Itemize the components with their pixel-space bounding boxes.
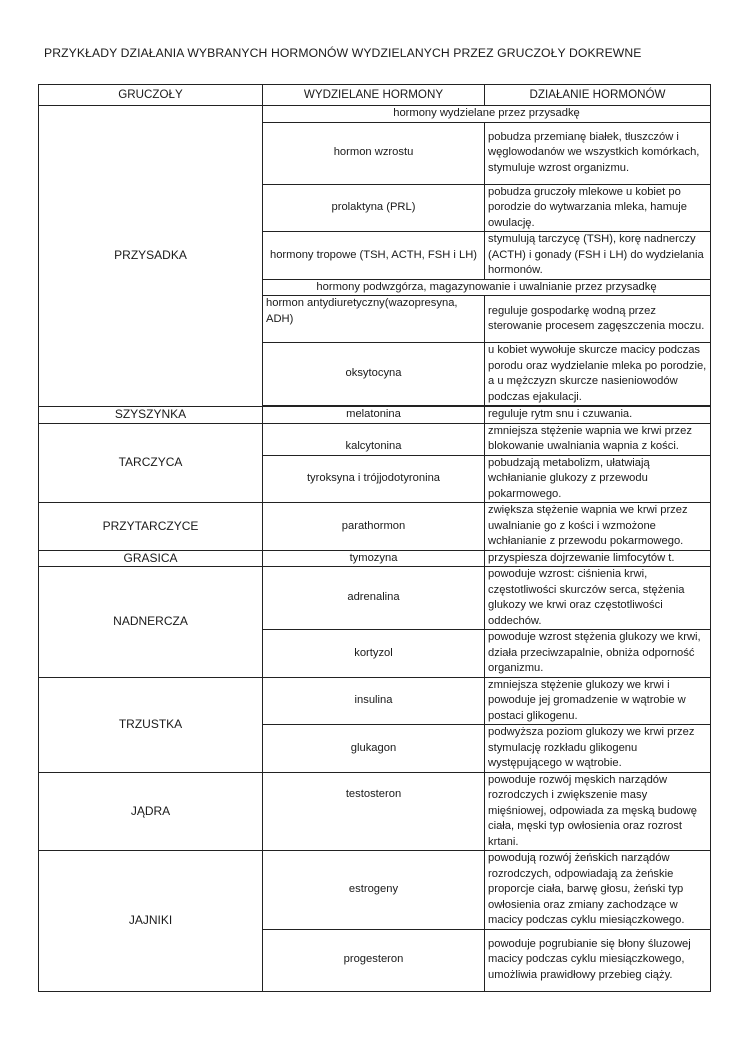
hormone-cell: glukagon xyxy=(263,725,485,773)
hormone-cell: progesteron xyxy=(263,929,485,991)
action-cell: zwiększa stężenie wapnia we krwi przez uwalnianie go z kości i wzmożone wchłanianie z przewodu pokarmowego. xyxy=(485,503,711,551)
header-action: DZIAŁANIE HORMONÓW xyxy=(485,85,711,106)
table-row xyxy=(39,567,711,630)
hormone-cell: insulina xyxy=(263,677,485,725)
gland-cell: JAJNIKI xyxy=(39,851,263,992)
hormone-cell: oksytocyna xyxy=(263,343,485,406)
action-cell: reguluje gospodarkę wodną przez sterowanie procesem zagęszczenia moczu. xyxy=(485,296,711,343)
hormone-cell: hormony tropowe (TSH, ACTH, FSH i LH) xyxy=(263,232,485,280)
header-gland: GRUCZOŁY xyxy=(39,85,263,106)
action-cell: powoduje rozwój męskich narządów rozrodczych i zwiększenie masy mięśniowej, odpowiada za męską budowę ciała, męski typ owłosienia oraz rozrost krtani. xyxy=(485,772,711,851)
action-cell: zmniejsza stężenie glukozy we krwi i powoduje jej gromadzenie w wątrobie w postaci glikogenu. xyxy=(485,677,711,725)
action-cell: zmniejsza stężenie wapnia we krwi przez blokowanie uwalniania wapnia z kości. xyxy=(485,423,711,455)
action-cell: podwyższa poziom glukozy we krwi przez stymulację rozkładu glikogenu występującego w wątrobie. xyxy=(485,725,711,773)
table-row xyxy=(39,677,711,725)
table-row xyxy=(39,423,711,455)
hormone-cell: adrenalina xyxy=(263,567,485,630)
action-cell: reguluje rytm snu i czuwania. xyxy=(485,407,711,424)
gland-cell: GRASICA xyxy=(39,550,263,567)
action-cell: pobudzają metabolizm, ułatwiają wchłanianie glukozy z przewodu pokarmowego. xyxy=(485,455,711,503)
header-hormones: WYDZIELANE HORMONY xyxy=(263,85,485,106)
subheading-cell: hormony podwzgórza, magazynowanie i uwalnianie przez przysadkę xyxy=(263,279,711,296)
gland-cell: PRZYSADKA xyxy=(39,106,263,407)
action-cell: przyspiesza dojrzewanie limfocytów t. xyxy=(485,550,711,567)
hormone-cell: estrogeny xyxy=(263,851,485,930)
hormone-cell: tymozyna xyxy=(263,550,485,567)
action-cell: powoduje wzrost stężenia glukozy we krwi, działa przeciwzapalnie, obniża odporność organizmu. xyxy=(485,630,711,678)
hormone-cell: melatonina xyxy=(263,407,485,424)
table-row xyxy=(39,550,711,567)
action-cell: powoduje wzrost: ciśnienia krwi, częstotliwości skurczów serca, stężenia glukozy we krwi oraz częstotliwości oddechów. xyxy=(485,567,711,630)
hormone-cell: prolaktyna (PRL) xyxy=(263,184,485,232)
subheading-cell: hormony wydzielane przez przysadkę xyxy=(263,106,711,123)
hormones-table xyxy=(38,84,711,992)
table-row xyxy=(39,851,711,930)
gland-cell: PRZYTARCZYCE xyxy=(39,503,263,551)
action-cell: pobudza przemianę białek, tłuszczów i węglowodanów we wszystkich komórkach, stymuluje wzrost organizmu. xyxy=(485,122,711,184)
action-cell: powoduje pogrubianie się błony śluzowej macicy podczas cyklu miesiączkowego, umożliwia prawidłowy przebieg ciąży. xyxy=(485,929,711,991)
table-row xyxy=(39,106,711,123)
hormone-cell: kalcytonina xyxy=(263,423,485,455)
gland-cell: SZYSZYNKA xyxy=(39,407,263,424)
hormone-cell: kortyzol xyxy=(263,630,485,678)
hormone-cell: hormon antydiuretyczny(wazopresyna, ADH) xyxy=(263,296,485,343)
table-row xyxy=(39,407,711,424)
gland-cell: TARCZYCA xyxy=(39,423,263,503)
action-cell: u kobiet wywołuje skurcze macicy podczas porodu oraz wydzielanie mleka po porodzie, a u mężczyzn skurcze nasieniowodów podczas ejakulacji. xyxy=(485,343,711,406)
gland-cell: TRZUSTKA xyxy=(39,677,263,772)
hormone-cell: parathormon xyxy=(263,503,485,551)
table-row xyxy=(39,503,711,551)
gland-cell: JĄDRA xyxy=(39,772,263,851)
table-header-row xyxy=(39,85,711,106)
action-cell: pobudza gruczoły mlekowe u kobiet po porodzie do wytwarzania mleka, hamuje owulację. xyxy=(485,184,711,232)
hormone-cell: hormon wzrostu xyxy=(263,122,485,184)
action-cell: powodują rozwój żeńskich narządów rozrodczych, odpowiadają za żeńskie proporcje ciała, barwę głosu, żeński typ owłosienia oraz zmiany zachodzące w macicy podczas cyklu miesiączkowego. xyxy=(485,851,711,930)
hormone-cell: tyroksyna i trójjodotyronina xyxy=(263,455,485,503)
hormone-cell: testosteron xyxy=(263,772,485,851)
table-row xyxy=(39,772,711,851)
page-title: PRZYKŁADY DZIAŁANIA WYBRANYCH HORMONÓW WYDZIELANYCH PRZEZ GRUCZOŁY DOKREWNE xyxy=(44,46,642,60)
gland-cell: NADNERCZA xyxy=(39,567,263,678)
action-cell: stymulują tarczycę (TSH), korę nadnerczy (ACTH) i gonady (FSH i LH) do wydzielania hormonów. xyxy=(485,232,711,280)
